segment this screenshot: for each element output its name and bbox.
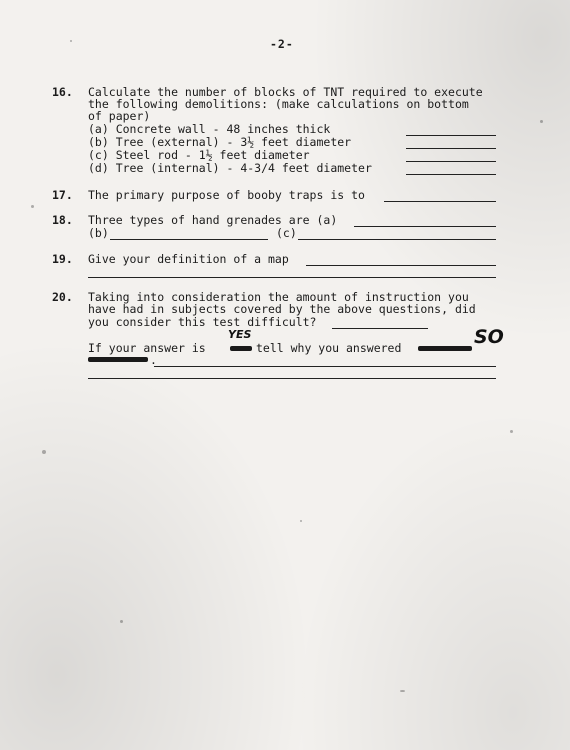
- grenade-c-label: (c): [276, 226, 297, 240]
- strikethrough-mark: [418, 346, 472, 351]
- answer-line-2[interactable]: [88, 277, 496, 278]
- answer-line-b[interactable]: [406, 148, 496, 149]
- item-a-concrete-wall: (a) Concrete wall - 48 inches thick: [88, 122, 331, 136]
- question-body: [88, 86, 508, 199]
- paper-speck: [31, 205, 34, 208]
- question-text-line-1: Taking into consideration the amount of instruction you: [88, 290, 469, 304]
- answer-line[interactable]: [384, 201, 496, 202]
- followup-text-end: .: [150, 353, 157, 367]
- strikethrough-mark: [230, 346, 252, 351]
- question-text: Three types of hand grenades are (a): [88, 213, 338, 227]
- item-c-steel-rod: (c) Steel rod - 1½ feet diameter: [88, 148, 310, 162]
- paper-speck: [300, 520, 302, 522]
- question-body: [88, 253, 508, 291]
- strikethrough-mark: [88, 357, 148, 362]
- question-text-line-1: Calculate the number of blocks of TNT required to execute: [88, 85, 483, 99]
- question-number: 18.: [52, 213, 73, 227]
- paper-speck: [400, 690, 405, 692]
- reason-answer-line-2[interactable]: [88, 378, 496, 379]
- question-text-line-3: you consider this test difficult?: [88, 315, 317, 329]
- answer-line-c[interactable]: [406, 161, 496, 162]
- answer-line-c[interactable]: [298, 239, 496, 240]
- reason-answer-line-1[interactable]: [154, 366, 496, 367]
- followup-text-part-2: tell why you answered: [256, 341, 402, 355]
- followup-text-part-1: If your answer is: [88, 341, 206, 355]
- answer-line-a[interactable]: [354, 226, 496, 227]
- answer-line-b[interactable]: [110, 239, 268, 240]
- answer-line-d[interactable]: [406, 174, 496, 175]
- question-text-line-2: the following demolitions: (make calculations on bottom: [88, 97, 469, 111]
- paper-speck: [540, 120, 543, 123]
- question-text: The primary purpose of booby traps is to: [88, 188, 365, 202]
- answer-line-1[interactable]: [306, 265, 496, 266]
- question-number: 19.: [52, 252, 73, 266]
- answer-line-a[interactable]: [406, 135, 496, 136]
- question-number: 16.: [52, 85, 73, 99]
- question-number: 17.: [52, 188, 73, 202]
- paper-speck: [42, 450, 46, 454]
- grenade-b-label: (b): [88, 226, 109, 240]
- item-b-tree-external: (b) Tree (external) - 3½ feet diameter: [88, 135, 352, 149]
- paper-speck: [120, 620, 123, 623]
- paper-speck: [70, 40, 72, 42]
- difficulty-answer-line[interactable]: [332, 328, 428, 329]
- page-number: -2-: [270, 37, 294, 51]
- handwritten-yes: YES: [228, 328, 252, 341]
- paper-speck: [510, 430, 513, 433]
- handwritten-so: SO: [474, 326, 504, 348]
- question-number: 20.: [52, 290, 73, 304]
- item-d-tree-internal: (d) Tree (internal) - 4-3/4 feet diameter: [88, 161, 372, 175]
- question-body: [88, 291, 508, 391]
- question-text-line-3: of paper): [88, 109, 151, 123]
- question-text-line-2: have had in subjects covered by the above questions, did: [88, 302, 476, 316]
- question-text: Give your definition of a map: [88, 252, 289, 266]
